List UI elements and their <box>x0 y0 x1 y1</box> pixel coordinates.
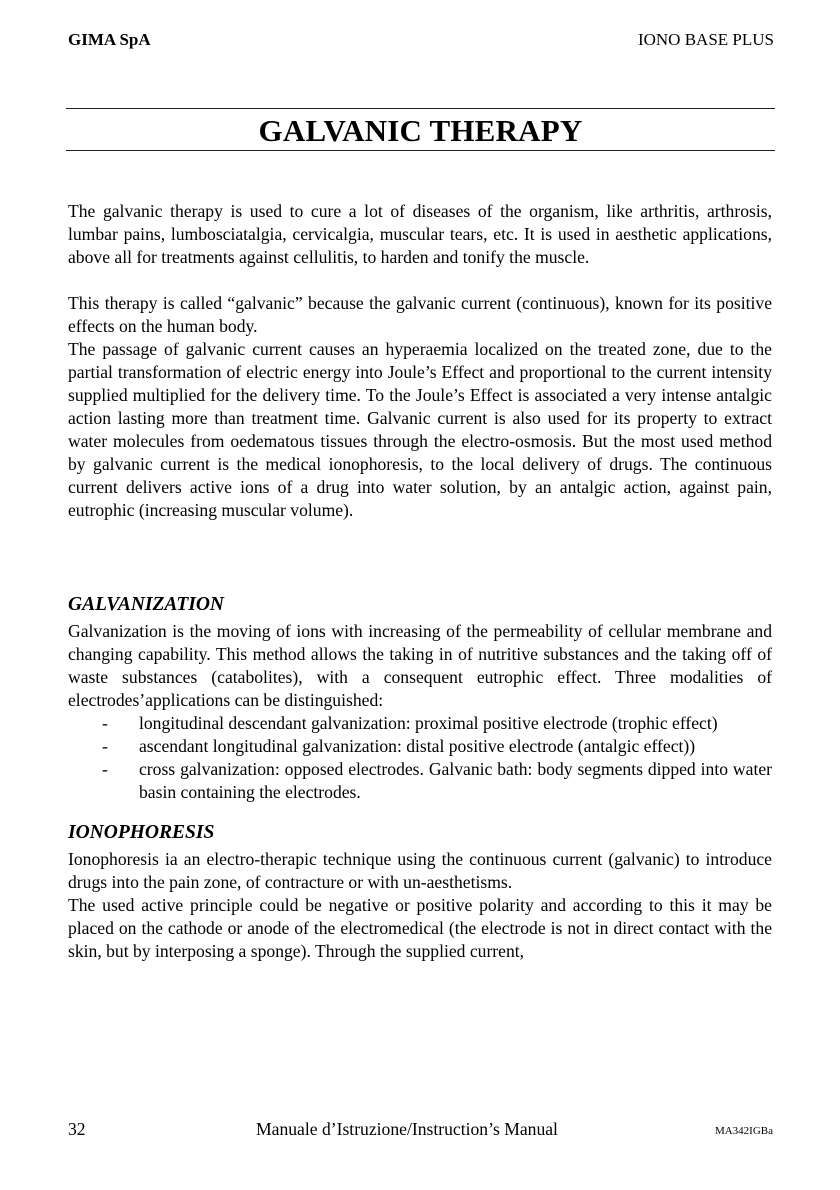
spacer <box>68 804 772 818</box>
intro-paragraph-1: The galvanic therapy is used to cure a lot of diseases of the organism, like arthritis, arthrosis, lumbar pains, lumbosciatalgia, cervicalgia, muscular tears, etc. It is used in aesthetic applications, above all for treatments against cellulitis, to harden and tonify the muscle. <box>68 201 772 267</box>
list-item-text: cross galvanization: opposed electrodes. Galvanic bath: body segments dipped into water basin containing the electrodes. <box>139 759 772 802</box>
page-title: GALVANIC THERAPY <box>258 113 583 148</box>
header-product: IONO BASE PLUS <box>637 30 774 49</box>
main-content <box>68 200 772 963</box>
list-item <box>68 758 772 804</box>
ionophoresis-paragraph-2: The used active principle could be negative or positive polarity and according to this it may be placed on the cathode or anode of the electromedical (the electrode is not in direct contact with the skin, but by interposing a sponge). Through the supplied current, <box>68 895 772 961</box>
section-heading-galvanization: GALVANIZATION <box>68 594 225 615</box>
spacer <box>68 522 772 590</box>
bullet-dash: - <box>102 736 108 756</box>
list-item-text: ascendant longitudinal galvanization: distal positive electrode (antalgic effect)) <box>139 736 696 756</box>
bullet-dash: - <box>102 759 108 779</box>
galvanization-paragraph: Galvanization is the moving of ions with increasing of the permeability of cellular membrane and changing capability. This method allows the taking in of nutritive substances and the taking off of waste substances (catabolites), with a consequent eutrophic effect. Three modalities of electrodes’applications can be distinguished: <box>68 621 772 710</box>
intro-paragraph-3: The passage of galvanic current causes an hyperaemia localized on the treated zone, due to the partial transformation of electric energy into Joule’s Effect and proportional to the current intensity supplied multiplied for the delivery time. To the Joule’s Effect is associated a very intense antalgic action lasting more than treatment time. Galvanic current is also used for its property to extract water molecules from oedematous tissues through the electro-osmosis. But the most used method by galvanic current is the medical ionophoresis, to the local delivery of drugs. The continuous current delivers active ions of a drug into water solution, by an antalgic action, against pain, eutrophic (increasing muscular volume). <box>68 339 772 520</box>
footer-page-number: 32 <box>68 1119 86 1139</box>
footer-manual-title: Manuale d’Istruzione/Instruction’s Manual <box>256 1119 558 1139</box>
title-rule-top <box>66 108 775 109</box>
spacer <box>68 269 772 292</box>
bullet-dash: - <box>102 713 108 733</box>
list-item <box>68 735 772 758</box>
list-item <box>68 712 772 735</box>
title-rule-bottom <box>66 150 775 151</box>
footer-document-code: MA342IGBa <box>714 1125 773 1137</box>
intro-paragraph-2: This therapy is called “galvanic” because the galvanic current (continuous), known for its positive effects on the human body. <box>68 293 772 336</box>
ionophoresis-paragraph-1: Ionophoresis ia an electro-therapic technique using the continuous current (galvanic) to introduce drugs into the pain zone, of contracture or with un-aesthetisms. <box>68 849 772 892</box>
galvanization-list <box>68 712 772 804</box>
section-heading-ionophoresis: IONOPHORESIS <box>68 822 215 843</box>
list-item-text: longitudinal descendant galvanization: proximal positive electrode (trophic effect) <box>139 713 718 733</box>
header-company: GIMA SpA <box>68 30 151 49</box>
